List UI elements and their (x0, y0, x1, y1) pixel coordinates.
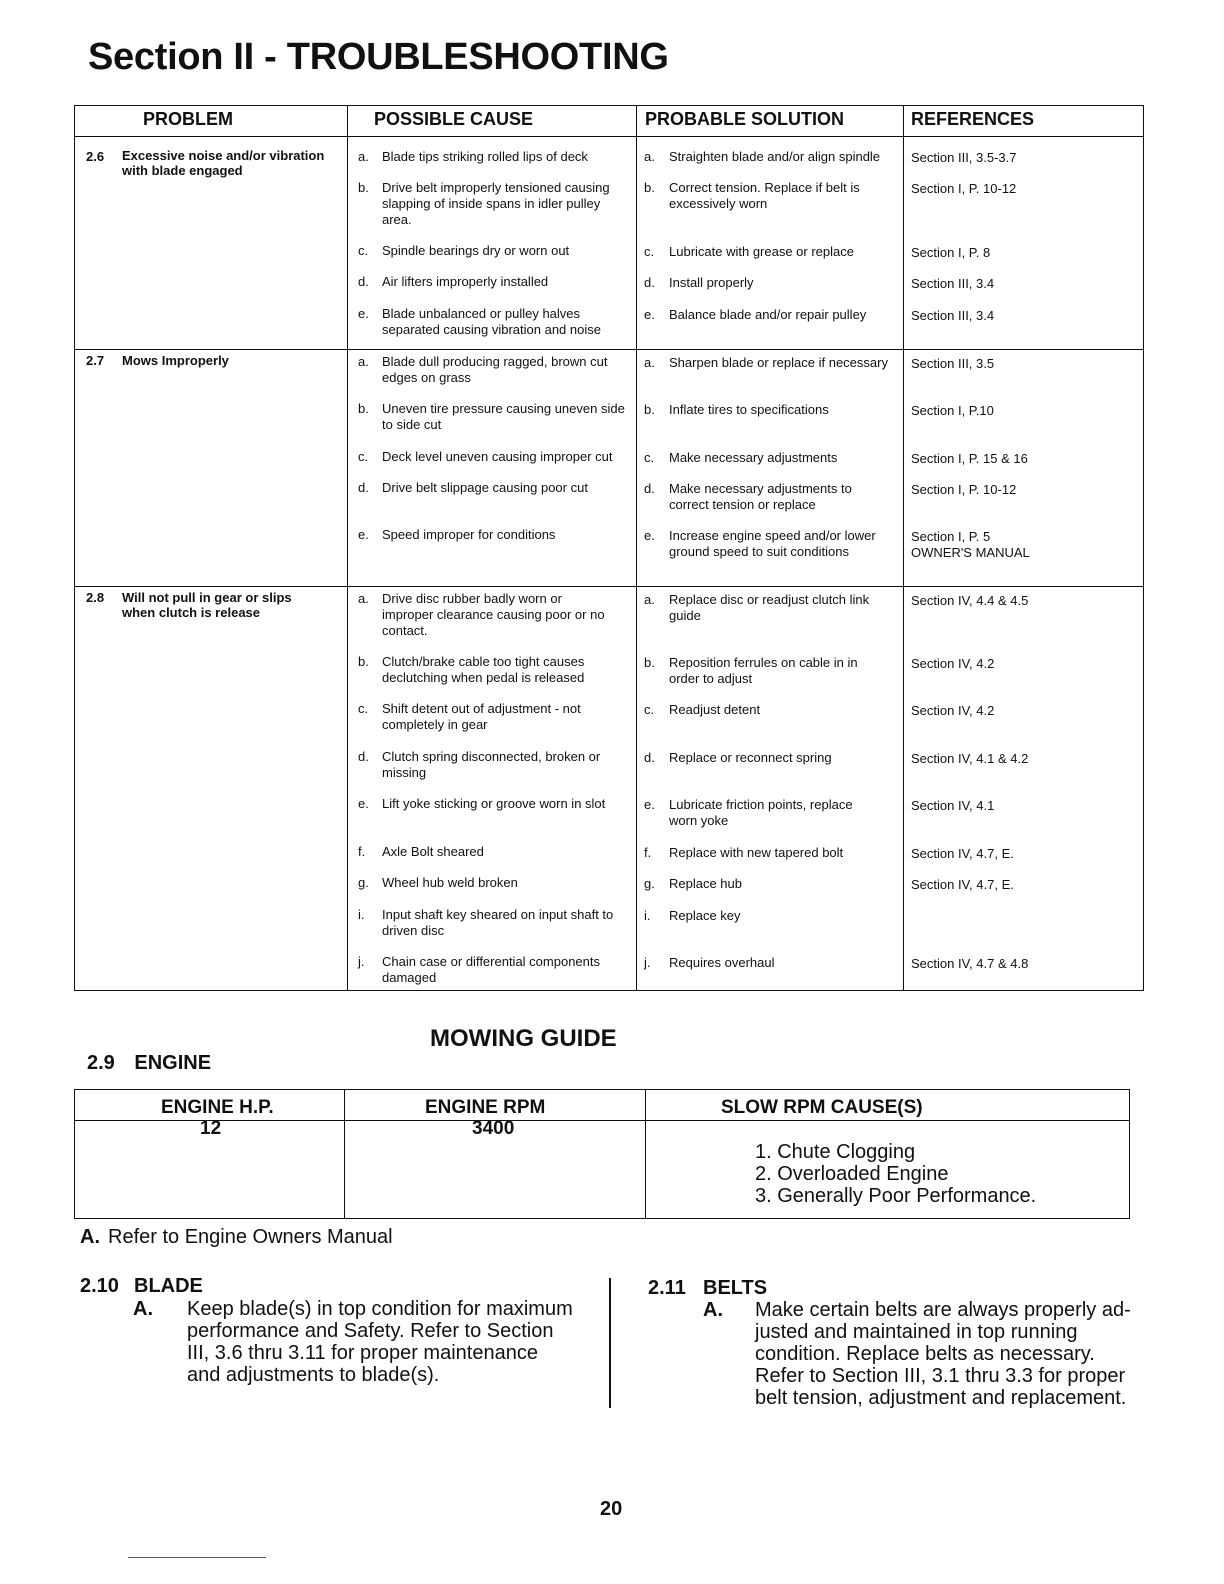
cause-letter: g. (358, 875, 369, 890)
blade-body (187, 1298, 597, 1386)
solution-text: Install properly (669, 275, 754, 290)
solution-letter: g. (644, 876, 655, 891)
cause-text: Drive belt slippage causing poor cut (382, 480, 588, 495)
cause-letter: c. (358, 449, 369, 464)
reference-text: OWNER'S MANUAL (911, 545, 1030, 560)
blade-item-letter: A. (133, 1298, 153, 1320)
problem-number: 2.8 (86, 590, 105, 605)
cause-text: Shift detent out of adjustment - not completely in gear (382, 701, 581, 732)
reference-text: Section I, P. 8 (911, 245, 991, 260)
header-possible-cause: POSSIBLE CAUSE (374, 109, 534, 129)
blade-line: performance and Safety. Refer to Section (187, 1320, 554, 1342)
column-divider (645, 1090, 646, 1218)
reference-text: Section I, P. 15 & 16 (911, 451, 1028, 466)
engine-table (74, 1089, 1130, 1219)
cause-text: Blade unbalanced or pulley halves separated causing vibration and noise (382, 306, 601, 337)
cause-text: Axle Bolt sheared (382, 844, 484, 859)
cause-letter: d. (358, 480, 369, 495)
engine-section-number: 2.9 (87, 1052, 115, 1074)
troubleshooting-table (74, 105, 1144, 991)
engine-section-heading (87, 1052, 211, 1075)
blade-line: III, 3.6 thru 3.11 for proper maintenance (187, 1342, 538, 1364)
reference-text: Section IV, 4.1 (911, 798, 995, 813)
cause-letter: e. (358, 527, 369, 542)
page-title: Section II - TROUBLESHOOTING (88, 36, 669, 78)
reference-text: Section IV, 4.2 (911, 656, 995, 671)
solution-text: Readjust detent (669, 702, 761, 717)
solution-text: Correct tension. Replace if belt is excessively worn (669, 180, 860, 211)
solution-text: Requires overhaul (669, 955, 775, 970)
problem-description: Mows Improperly (122, 353, 229, 368)
cause-text: Drive disc rubber badly worn or improper clearance causing poor or no contact. (382, 591, 605, 638)
solution-text: Sharpen blade or replace if necessary (669, 355, 888, 370)
problem-number: 2.6 (86, 149, 105, 164)
header-problem: PROBLEM (143, 109, 233, 129)
reference-text: Section I, P. 5 (911, 529, 991, 544)
group-divider (75, 349, 1143, 350)
cause-text: Input shaft key sheared on input shaft to driven disc (382, 907, 614, 938)
solution-letter: d. (644, 275, 655, 290)
cause-text: Drive belt improperly tensioned causing slapping of inside spans in idler pulley area. (382, 180, 610, 227)
belts-line: belt tension, adjustment and replacement. (755, 1387, 1127, 1409)
engine-rpm-value: 3400 (472, 1118, 515, 1139)
belts-section-number: 2.11 (648, 1277, 686, 1299)
problem-number: 2.7 (86, 353, 105, 368)
solution-letter: d. (644, 750, 655, 765)
cause-text: Air lifters improperly installed (382, 274, 549, 289)
header-references: REFERENCES (911, 109, 1035, 129)
footer-rule (128, 1557, 266, 1558)
solution-letter: e. (644, 528, 655, 543)
cause-letter: c. (358, 243, 369, 258)
header-engine-rpm: ENGINE RPM (425, 1097, 546, 1118)
cause-letter: e. (358, 796, 369, 811)
solution-text: Lubricate with grease or replace (669, 244, 854, 259)
solution-text: Inflate tires to specifications (669, 402, 829, 417)
column-divider (609, 1278, 611, 1408)
solution-letter: c. (644, 702, 655, 717)
belts-item-letter: A. (703, 1299, 723, 1321)
cause-text: Speed improper for conditions (382, 527, 556, 542)
cause-letter: b. (358, 401, 369, 416)
reference-text: Section IV, 4.4 & 4.5 (911, 593, 1029, 608)
solution-text: Replace or reconnect spring (669, 750, 832, 765)
cause-text: Wheel hub weld broken (382, 875, 518, 890)
problem-description: Will not pull in gear or slips when clutch is release (122, 590, 292, 620)
solution-letter: e. (644, 307, 655, 322)
reference-text: Section III, 3.5 (911, 356, 995, 371)
solution-letter: d. (644, 481, 655, 496)
solution-letter: c. (644, 450, 655, 465)
engine-hp-value: 12 (200, 1118, 222, 1139)
engine-section-label: ENGINE (134, 1052, 212, 1074)
cause-letter: j. (358, 954, 365, 969)
cause-text: Uneven tire pressure causing uneven side to side cut (382, 401, 625, 432)
solution-letter: e. (644, 797, 655, 812)
solution-letter: b. (644, 402, 655, 417)
column-divider (636, 106, 637, 990)
solution-text: Lubricate friction points, replace worn yoke (669, 797, 853, 828)
header-probable-solution: PROBABLE SOLUTION (645, 109, 845, 129)
cause-letter: d. (358, 274, 369, 289)
reference-text: Section IV, 4.7 & 4.8 (911, 956, 1029, 971)
belts-body (755, 1299, 1150, 1409)
reference-text: Section III, 3.4 (911, 308, 995, 323)
belts-section-title: BELTS (703, 1277, 768, 1299)
solution-text: Increase engine speed and/or lower ground speed to suit conditions (669, 528, 876, 559)
column-divider (347, 106, 348, 990)
belts-line: condition. Replace belts as necessary. (755, 1343, 1095, 1365)
cause-letter: a. (358, 591, 369, 606)
blade-line: and adjustments to blade(s). (187, 1364, 440, 1386)
cause-text: Clutch spring disconnected, broken or missing (382, 749, 601, 780)
header-slow-rpm-causes: SLOW RPM CAUSE(S) (721, 1097, 923, 1118)
group-divider (75, 586, 1143, 587)
note-text: Refer to Engine Owners Manual (108, 1226, 393, 1248)
solution-text: Replace disc or readjust clutch link guide (669, 592, 870, 623)
solution-letter: a. (644, 149, 655, 164)
cause-text: Blade tips striking rolled lips of deck (382, 149, 588, 164)
belts-line: Make certain belts are always properly ad- (755, 1299, 1131, 1321)
reference-text: Section III, 3.5-3.7 (911, 150, 1017, 165)
cause-text: Chain case or differential components damaged (382, 954, 600, 985)
column-divider (903, 106, 904, 990)
solution-letter: b. (644, 655, 655, 670)
slow-rpm-cause: 3. Generally Poor Performance. (755, 1185, 1037, 1207)
solution-text: Replace hub (669, 876, 742, 891)
reference-text: Section IV, 4.1 & 4.2 (911, 751, 1029, 766)
reference-text: Section III, 3.4 (911, 276, 995, 291)
reference-text: Section I, P. 10-12 (911, 482, 1017, 497)
cause-text: Deck level uneven causing improper cut (382, 449, 613, 464)
solution-letter: j. (644, 955, 651, 970)
cause-letter: a. (358, 149, 369, 164)
cause-letter: a. (358, 354, 369, 369)
solution-text: Make necessary adjustments to correct tension or replace (669, 481, 852, 512)
solution-text: Balance blade and/or repair pulley (669, 307, 867, 322)
problem-description: Excessive noise and/or vibration with blade engaged (122, 148, 325, 178)
solution-letter: b. (644, 180, 655, 195)
solution-text: Make necessary adjustments (669, 450, 838, 465)
column-divider (344, 1090, 345, 1218)
reference-text: Section I, P. 10-12 (911, 181, 1017, 196)
engine-header-rule (75, 1120, 1129, 1121)
slow-rpm-cause: 1. Chute Clogging (755, 1141, 916, 1163)
solution-letter: a. (644, 592, 655, 607)
cause-letter: b. (358, 654, 369, 669)
blade-section-number: 2.10 (80, 1275, 119, 1297)
page-number: 20 (600, 1498, 623, 1520)
blade-section-title: BLADE (134, 1275, 203, 1297)
solution-letter: c. (644, 244, 655, 259)
cause-text: Blade dull producing ragged, brown cut edges on grass (382, 354, 608, 385)
cause-text: Lift yoke sticking or groove worn in slot (382, 796, 606, 811)
solution-text: Straighten blade and/or align spindle (669, 149, 881, 164)
solution-letter: i. (644, 908, 651, 923)
reference-text: Section IV, 4.7, E. (911, 877, 1014, 892)
solution-text: Replace with new tapered bolt (669, 845, 844, 860)
cause-letter: f. (358, 844, 366, 859)
solution-text: Replace key (669, 908, 741, 923)
reference-text: Section IV, 4.7, E. (911, 846, 1014, 861)
cause-letter: d. (358, 749, 369, 764)
engine-note (80, 1226, 393, 1249)
table-header (75, 106, 1143, 137)
cause-text: Spindle bearings dry or worn out (382, 243, 570, 258)
cause-letter: i. (358, 907, 365, 922)
solution-text: Reposition ferrules on cable in in order to adjust (669, 655, 858, 686)
reference-text: Section IV, 4.2 (911, 703, 995, 718)
header-engine-hp: ENGINE H.P. (161, 1097, 274, 1118)
blade-line: Keep blade(s) in top condition for maximum (187, 1298, 573, 1320)
cause-letter: e. (358, 306, 369, 321)
mowing-guide-title: MOWING GUIDE (430, 1025, 617, 1052)
cause-text: Clutch/brake cable too tight causes declutching when pedal is released (382, 654, 585, 685)
cause-letter: c. (358, 701, 369, 716)
cause-letter: b. (358, 180, 369, 195)
belts-line: Refer to Section III, 3.1 thru 3.3 for proper (755, 1365, 1126, 1387)
solution-letter: f. (644, 845, 652, 860)
belts-line: justed and maintained in top running (755, 1321, 1078, 1343)
solution-letter: a. (644, 355, 655, 370)
reference-text: Section I, P.10 (911, 403, 994, 418)
slow-rpm-cause: 2. Overloaded Engine (755, 1163, 949, 1185)
note-letter: A. (80, 1226, 100, 1248)
